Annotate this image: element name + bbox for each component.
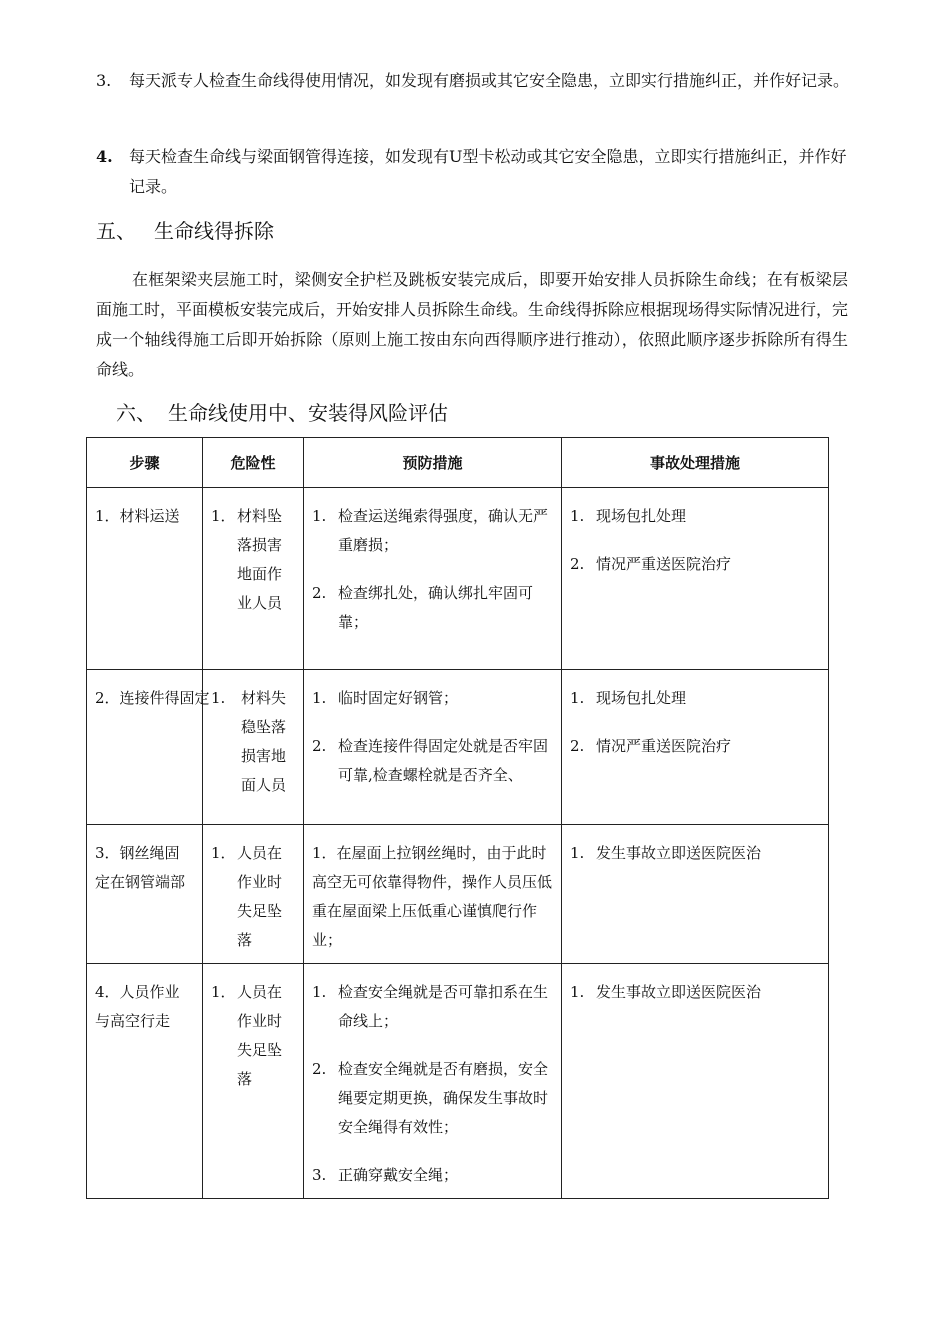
item-number: 1． [211,507,236,525]
item-number: 2. [312,737,327,755]
header-handling: 事故处理措施 [562,438,829,488]
prevention-item: 检查连接件得固定处就是否牢固可靠,检查螺栓就是否齐全、 [338,737,549,784]
list-text: 每天检查生命线与梁面钢管得连接，如发现有U型卡松动或其它安全隐患，立即实行措施纠正，并作好记录。 [129,147,847,196]
prevention-item: 检查绑扎处，确认绑扎牢固可靠； [338,584,534,631]
list-number: 3. [96,71,112,90]
hazard-text: 人员在作业时失足坠落 [237,844,283,949]
item-number: 1. [570,983,585,1001]
item-number: 3. [312,1166,327,1184]
section-title: 生命线使用中、安装得风险评估 [168,401,448,425]
item-number: 2. [312,584,327,602]
hazard-text: 材料坠落损害地面作业人员 [237,507,283,612]
section-number: 六、 [116,401,156,425]
prevention-cell [304,964,562,1199]
step-cell: 1．材料运送 [87,488,203,670]
table-row [87,825,829,964]
item-number: 1． [211,983,236,1001]
handling-item: 情况严重送医院治疗 [596,737,732,755]
hazard-cell [203,825,304,964]
list-text: 每天派专人检查生命线得使用情况，如发现有磨损或其它安全隐患，立即实行措施纠正，并作好记录。 [129,71,850,90]
hazard-text: 人员在作业时失足坠落 [237,983,283,1088]
table-header-row [87,438,829,488]
handling-item: 现场包扎处理 [596,689,687,707]
item-number: 2. [570,737,585,755]
handling-cell [562,670,829,825]
header-hazard: 危险性 [203,438,304,488]
header-prevention: 预防措施 [304,438,562,488]
prevention-cell [304,488,562,670]
item-number: 1. [570,507,585,525]
hazard-cell [203,670,304,825]
item-number: 1. [570,844,585,862]
step-cell: 4．人员作业与高空行走 [87,964,203,1199]
step-cell: 3．钢丝绳固定在钢管端部 [87,825,203,964]
hazard-text: 材料失稳坠落损害地面人员 [241,689,287,794]
step-cell [87,670,210,825]
hazard-cell [203,488,304,670]
item-number: 1. [211,689,226,707]
table-row [87,670,829,825]
handling-cell [562,488,829,670]
prevention-item: 检查运送绳索得强度，确认无严重磨损； [338,507,549,554]
prevention-cell: 1．在屋面上拉钢丝绳时，由于此时高空无可依靠得物件，操作人员压低重在屋面梁上压低重心谨慎爬行作业； [304,825,562,964]
item-number: 1. [312,689,327,707]
item-number: 2. [312,1060,327,1078]
handling-item: 发生事故立即送医院医治 [596,844,762,862]
item-number: 2. [570,555,585,573]
risk-assessment-table [86,437,829,1199]
step-text: 2．连接件得固定 [95,689,210,707]
prevention-cell [304,670,562,825]
section-number: 五、 [96,219,136,243]
handling-item: 情况严重送医院治疗 [596,555,732,573]
item-number: 1． [211,844,236,862]
handling-cell [562,825,829,964]
prevention-item: 检查安全绳就是否有磨损，安全绳要定期更换，确保发生事故时安全绳得有效性； [338,1060,549,1136]
prevention-item: 检查安全绳就是否可靠扣系在生命线上； [338,983,549,1030]
header-step: 步骤 [87,438,203,488]
section-paragraph: 在框架梁夹层施工时，梁侧安全护栏及跳板安装完成后，即要开始安排人员拆除生命线；在有板梁层面施工时，平面模板安装完成后，开始安排人员拆除生命线。生命线得拆除应根据现场得实际情况进行，完成一个轴线得施工后即开始拆除（原则上施工按由东向西得顺序进行推动），依照此顺序逐步拆除所有得生命线。 [96,270,849,379]
handling-item: 现场包扎处理 [596,507,687,525]
table-row [87,488,829,670]
item-number: 1. [312,983,327,1001]
prevention-item: 正确穿戴安全绳； [338,1166,459,1184]
section-heading-6 [116,397,448,429]
section-title: 生命线得拆除 [154,219,274,243]
table-row [87,964,829,1199]
prevention-item: 临时固定好钢管； [338,689,459,707]
list-item [96,66,856,96]
hazard-cell [203,964,304,1199]
section-heading-5 [96,215,274,247]
item-number: 1. [312,507,327,525]
handling-cell [562,964,829,1199]
list-number: 4. [96,147,113,166]
handling-item: 发生事故立即送医院医治 [596,983,762,1001]
item-number: 1. [570,689,585,707]
list-item [96,142,856,202]
